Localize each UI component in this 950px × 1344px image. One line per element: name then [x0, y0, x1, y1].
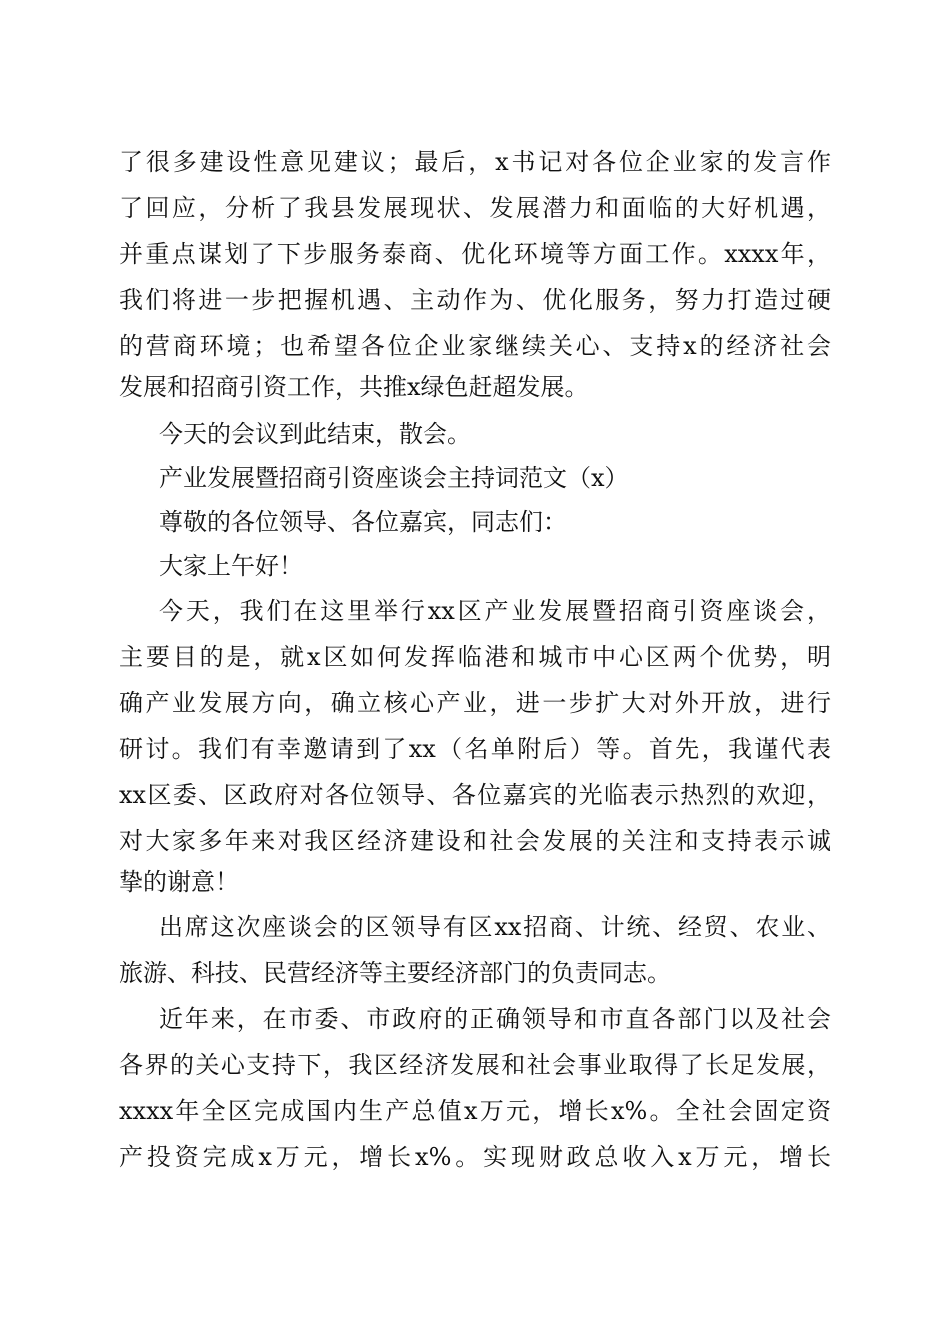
- text-line: 并重点谋划了下步服务泰商、优化环境等方面工作。xxxx年，: [119, 240, 831, 268]
- text-line: 我们将进一步把握机遇、主动作为、优化服务，努力打造过硬: [119, 286, 831, 314]
- section-heading: 产业发展暨招商引资座谈会主持词范文（x）: [159, 464, 629, 492]
- text-line: xxxx年全区完成国内生产总值x万元，增长x%。全社会固定资: [119, 1097, 831, 1125]
- text-line: 挚的谢意！: [119, 868, 239, 896]
- text-line: 今天，我们在这里举行xx区产业发展暨招商引资座谈会，: [159, 597, 831, 625]
- text-line: 对大家多年来对我区经济建设和社会发展的关注和支持表示诚: [119, 827, 831, 855]
- text-line: 的营商环境；也希望各位企业家继续关心、支持x的经济社会: [119, 332, 831, 360]
- text-line: 旅游、科技、民营经济等主要经济部门的负责同志。: [119, 959, 671, 987]
- salutation: 尊敬的各位领导、各位嘉宾，同志们：: [159, 508, 567, 536]
- text-line: 近年来，在市委、市政府的正确领导和市直各部门以及社会: [159, 1005, 831, 1033]
- text-line: 各界的关心支持下，我区经济发展和社会事业取得了长足发展，: [119, 1051, 831, 1079]
- text-line: 研讨。我们有幸邀请到了xx（名单附后）等。首先，我谨代表: [119, 735, 831, 763]
- text-line: 了回应，分析了我县发展现状、发展潜力和面临的大好机遇，: [119, 194, 831, 222]
- greeting: 大家上午好！: [159, 552, 303, 580]
- text-line: 发展和招商引资工作，共推x绿色赶超发展。: [119, 373, 589, 401]
- text-line: xx区委、区政府对各位领导、各位嘉宾的光临表示热烈的欢迎，: [119, 781, 831, 809]
- text-line: 确产业发展方向，确立核心产业，进一步扩大对外开放，进行: [119, 689, 831, 717]
- text-line: 了很多建设性意见建议；最后，x书记对各位企业家的发言作: [119, 148, 831, 176]
- text-line: 产投资完成x万元，增长x%。实现财政总收入x万元，增长: [119, 1143, 831, 1171]
- text-line: 主要目的是，就x区如何发挥临港和城市中心区两个优势，明: [119, 643, 831, 671]
- text-line: 出席这次座谈会的区领导有区xx招商、计统、经贸、农业、: [159, 913, 831, 941]
- text-line: 今天的会议到此结束，散会。: [159, 420, 471, 448]
